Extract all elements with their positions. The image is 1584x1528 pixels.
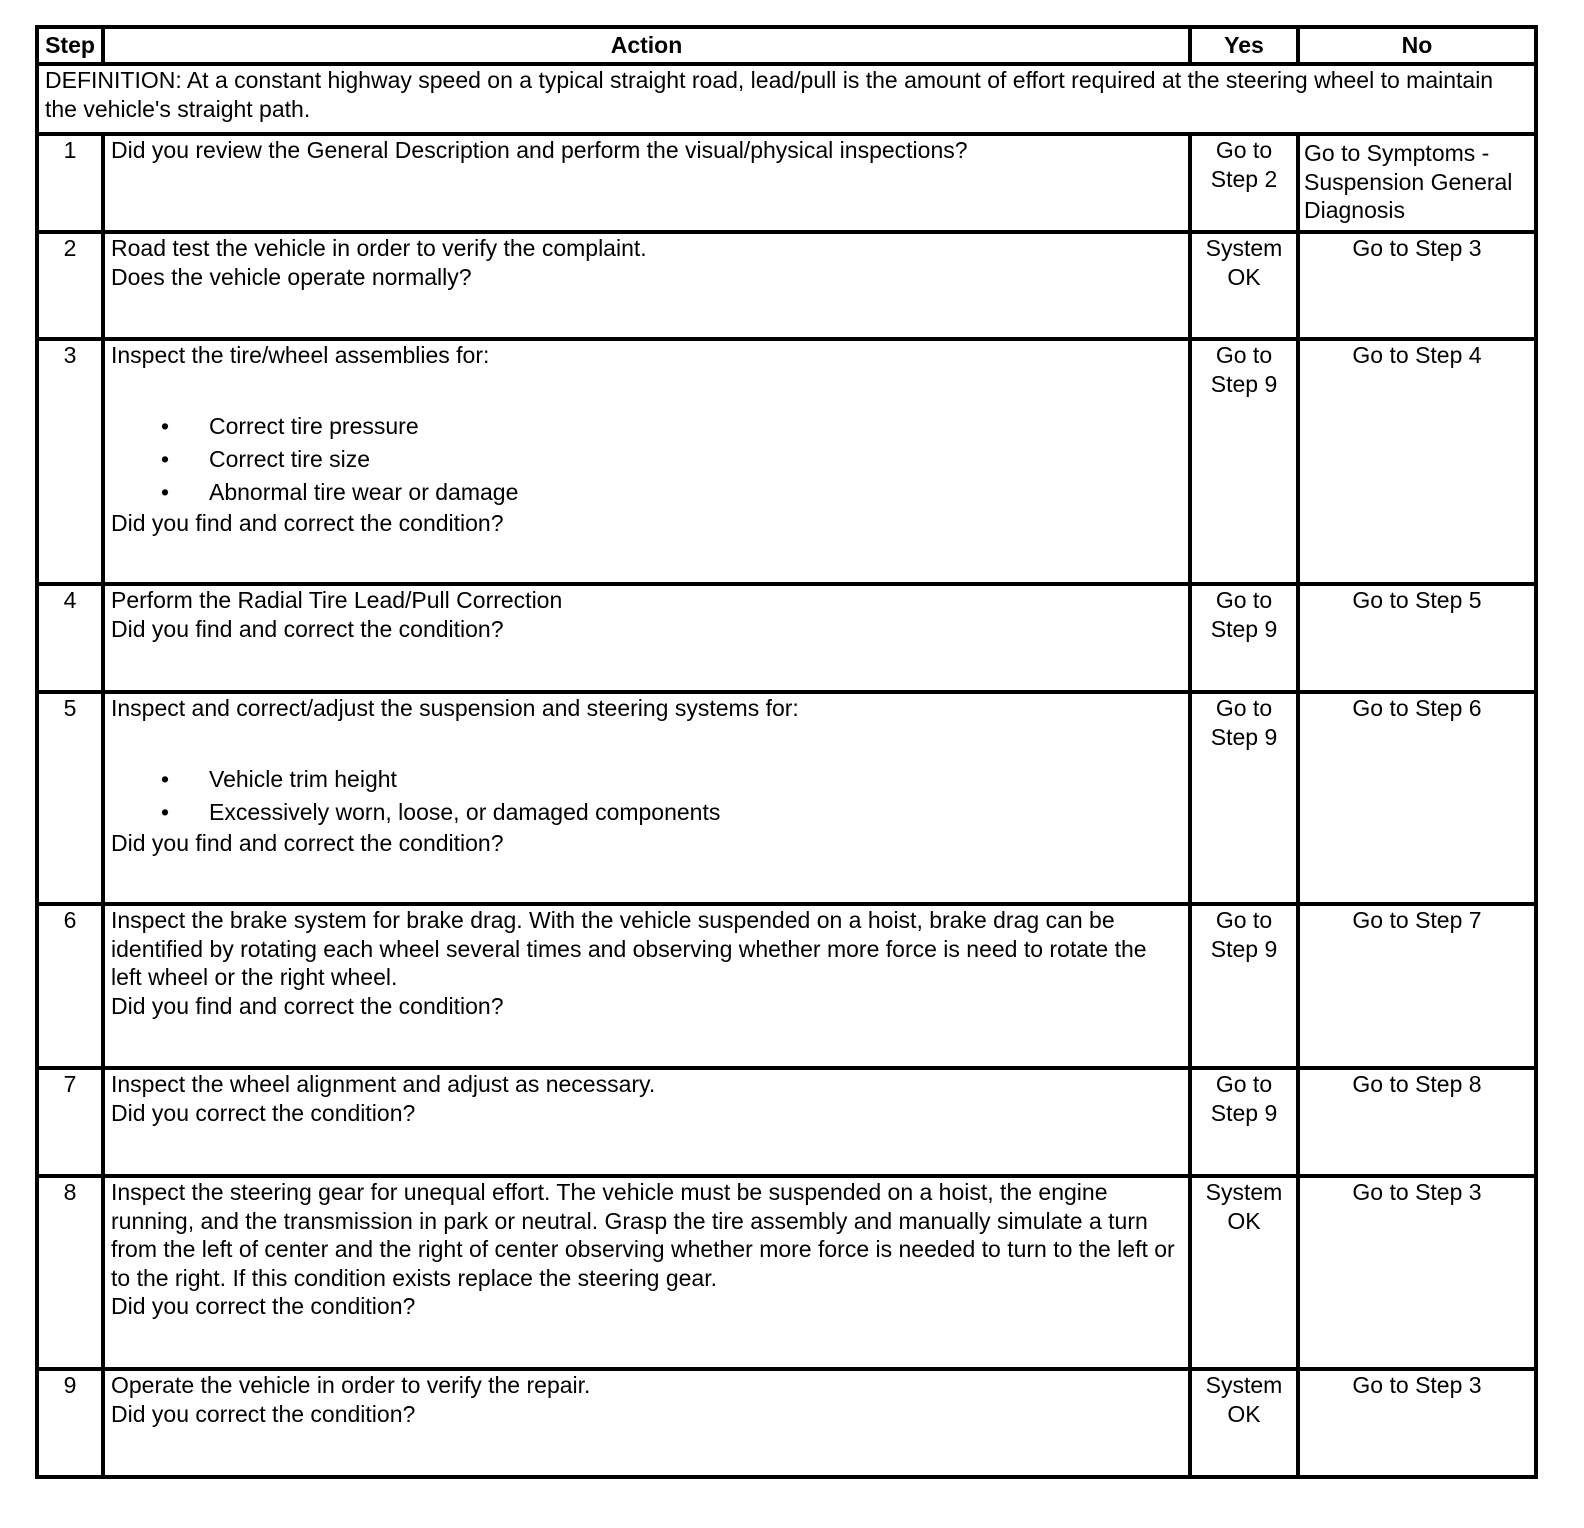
header-no: No: [1298, 27, 1536, 64]
step-action: [103, 1369, 1190, 1477]
header-action: Action: [103, 27, 1190, 64]
step-yes: System OK: [1190, 232, 1298, 339]
step-action: [103, 904, 1190, 1068]
step-instruction: Road test the vehicle in order to verify the complaint.: [111, 235, 647, 261]
step-instruction: Operate the vehicle in order to verify the repair.: [111, 1372, 591, 1398]
step-yes: Go to Step 9: [1190, 1068, 1298, 1176]
step-yes: System OK: [1190, 1176, 1298, 1369]
step-no: Go to Step 4: [1298, 339, 1536, 584]
header-step: Step: [37, 27, 103, 64]
bullet-icon: •: [161, 445, 170, 472]
step-no: Go to Step 3: [1298, 232, 1536, 339]
condition-list: [111, 410, 1182, 509]
step-yes: Go to Step 9: [1190, 339, 1298, 584]
step-number: 5: [37, 692, 103, 904]
table-row: [37, 1369, 1536, 1477]
step-number: 2: [37, 232, 103, 339]
step-action: [103, 1068, 1190, 1176]
step-number: 9: [37, 1369, 103, 1477]
table-row: [37, 1176, 1536, 1369]
step-question: Did you correct the condition?: [111, 1400, 416, 1427]
list-item: • Vehicle trim height: [209, 763, 1182, 796]
step-action: [103, 584, 1190, 692]
table-row: [37, 339, 1536, 584]
step-no: Go to Step 5: [1298, 584, 1536, 692]
step-no: Go to Step 3: [1298, 1176, 1536, 1369]
list-item: • Abnormal tire wear or damage: [209, 476, 1182, 509]
step-instruction: Inspect and correct/adjust the suspension and steering systems for:: [111, 695, 799, 721]
step-action: Did you review the General Description and perform the visual/physical inspections?: [103, 134, 1190, 232]
header-yes: Yes: [1190, 27, 1298, 64]
step-question: Did you find and correct the condition?: [111, 829, 504, 856]
list-item: • Correct tire pressure: [209, 410, 1182, 443]
bullet-icon: •: [161, 765, 170, 792]
header-row: [37, 27, 1536, 64]
step-yes: Go to Step 9: [1190, 692, 1298, 904]
table-row: [37, 1068, 1536, 1176]
step-question: Did you correct the condition?: [111, 1099, 416, 1126]
condition-list: [111, 763, 1182, 829]
bullet-icon: •: [161, 478, 170, 505]
step-instruction: Inspect the tire/wheel assemblies for:: [111, 342, 490, 368]
table-row: [37, 584, 1536, 692]
step-action: [103, 339, 1190, 584]
step-yes: Go to Step 9: [1190, 584, 1298, 692]
step-question: Did you find and correct the condition?: [111, 509, 504, 536]
step-question: Did you find and correct the condition?: [111, 992, 504, 1019]
table-row: [37, 904, 1536, 1068]
step-instruction: Inspect the steering gear for unequal effort. The vehicle must be suspended on a hoist, the engine running, and the transmission in park or neutral. Grasp the tire assembly and manually simulate a turn from the left of center and the right of center observing whether more force is needed to turn to the left or to the right. If this condition exists replace the steering gear.: [111, 1179, 1175, 1291]
definition-row: [37, 64, 1536, 134]
step-number: 6: [37, 904, 103, 1068]
step-number: 8: [37, 1176, 103, 1369]
bullet-icon: •: [161, 798, 170, 825]
step-yes: Go to Step 2: [1190, 134, 1298, 232]
step-number: 4: [37, 584, 103, 692]
step-no: Go to Step 3: [1298, 1369, 1536, 1477]
step-question: Does the vehicle operate normally?: [111, 263, 472, 290]
step-no: Go to Step 6: [1298, 692, 1536, 904]
step-number: 7: [37, 1068, 103, 1176]
step-yes: System OK: [1190, 1369, 1298, 1477]
diagnostic-table: [35, 25, 1538, 1479]
step-action: [103, 1176, 1190, 1369]
definition-text: DEFINITION: At a constant highway speed on a typical straight road, lead/pull is the amount of effort required at the steering wheel to maintain the vehicle's straight path.: [37, 64, 1536, 134]
step-number: 3: [37, 339, 103, 584]
step-no: Go to Symptoms - Suspension General Diagnosis: [1298, 134, 1536, 232]
step-number: 1: [37, 134, 103, 232]
table-row: [37, 232, 1536, 339]
step-instruction: Inspect the brake system for brake drag. With the vehicle suspended on a hoist, brake drag can be identified by rotating each wheel several times and observing whether more force is need to rotate the left wheel or the right wheel.: [111, 907, 1147, 990]
step-action: [103, 232, 1190, 339]
step-yes: Go to Step 9: [1190, 904, 1298, 1068]
step-action: [103, 692, 1190, 904]
step-question: Did you find and correct the condition?: [111, 615, 504, 642]
bullet-icon: •: [161, 412, 170, 439]
step-instruction: Perform the Radial Tire Lead/Pull Correction: [111, 587, 563, 613]
table-row: [37, 692, 1536, 904]
step-question: Did you correct the condition?: [111, 1293, 416, 1319]
table-row: [37, 134, 1536, 232]
step-no: Go to Step 8: [1298, 1068, 1536, 1176]
step-instruction: Inspect the wheel alignment and adjust as necessary.: [111, 1071, 656, 1097]
step-no: Go to Step 7: [1298, 904, 1536, 1068]
list-item: • Correct tire size: [209, 443, 1182, 476]
list-item: • Excessively worn, loose, or damaged components: [209, 796, 1182, 829]
